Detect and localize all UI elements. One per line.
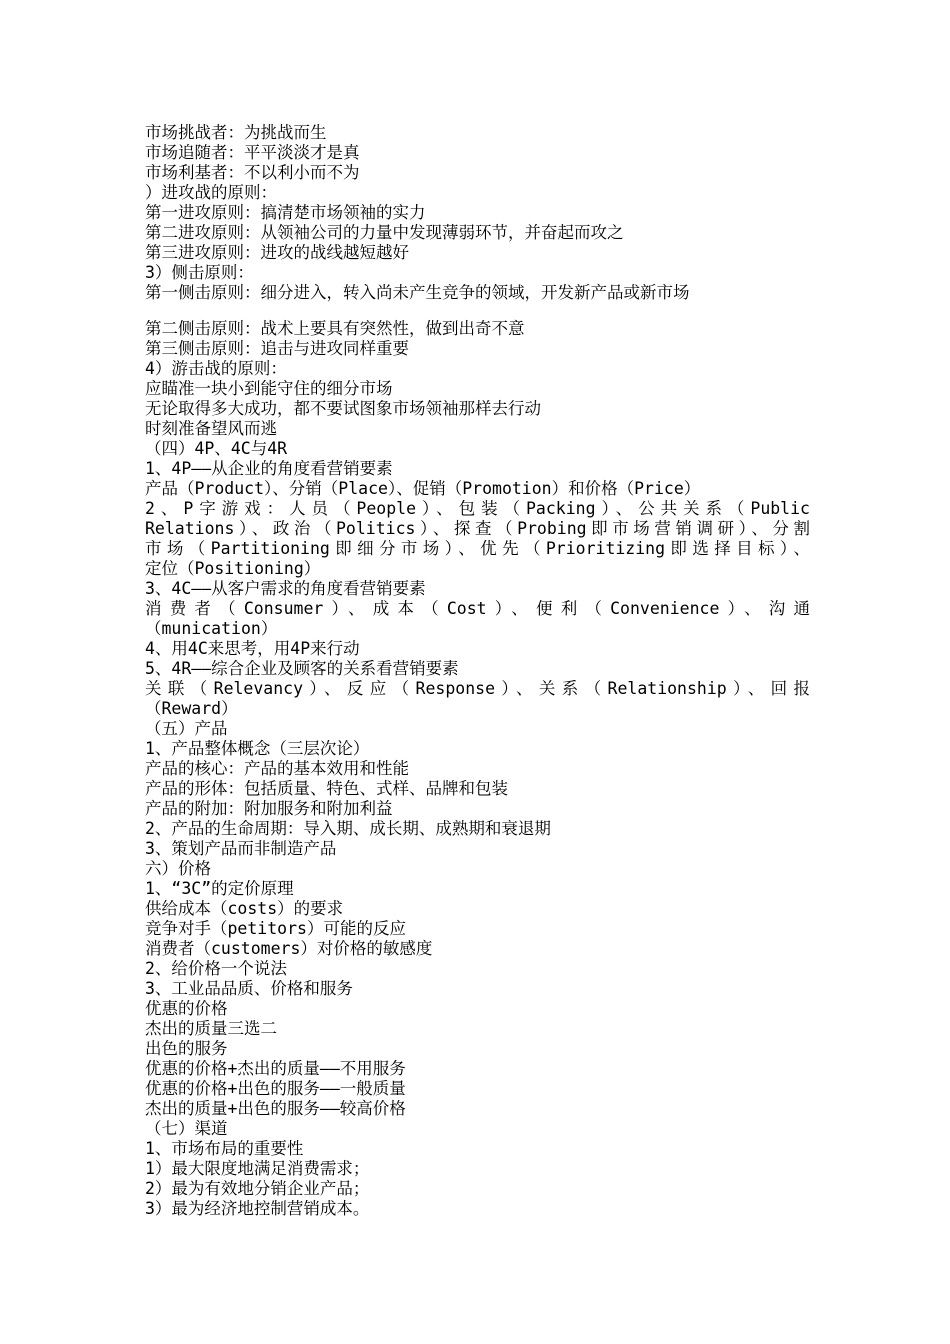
document-body — [145, 123, 810, 1219]
text-line: 2、给价格一个说法 — [145, 959, 287, 978]
text-line: 优惠的价格 — [145, 999, 228, 1018]
text-line: 3）侧击原则： — [145, 263, 254, 282]
text-line: 无论取得多大成功，都不要试图象市场领袖那样去行动 — [145, 399, 541, 418]
text-line: 第二进攻原则：从领袖公司的力量中发现薄弱环节，并奋起而攻之 — [145, 223, 624, 242]
text-line: 产品的核心：产品的基本效用和性能 — [145, 759, 409, 778]
section-heading: 六）价格 — [145, 859, 211, 878]
text-line: 竞争对手（petitors）可能的反应 — [145, 919, 406, 938]
text-line: 1）最大限度地满足消费需求； — [145, 1159, 370, 1178]
text-line: 优惠的价格+杰出的质量——不用服务 — [145, 1059, 406, 1078]
text-line: 2）最为有效地分销企业产品； — [145, 1179, 370, 1198]
text-line: 消费者（Consumer）、成本（Cost）、便利（Convenience）、沟通 — [145, 599, 810, 618]
text-line: 第一进攻原则：搞清楚市场领袖的实力 — [145, 203, 426, 222]
text-line: 供给成本（costs）的要求 — [145, 899, 344, 918]
text-line: 市场挑战者：为挑战而生 — [145, 123, 327, 142]
blank-line — [145, 303, 810, 319]
text-line: 消费者（customers）对价格的敏感度 — [145, 939, 433, 958]
text-line: 定位（Positioning） — [145, 559, 321, 578]
text-line: 1、产品整体概念（三层次论） — [145, 739, 370, 758]
text-line: Relations）、政治（Politics）、探查（Probing即市场营销调研）、分割 — [145, 519, 810, 538]
text-line: 2、产品的生命周期：导入期、成长期、成熟期和衰退期 — [145, 819, 551, 838]
text-line: 产品的形体：包括质量、特色、式样、品牌和包装 — [145, 779, 508, 798]
text-line: 时刻准备望风而逃 — [145, 419, 277, 438]
text-line: 4、用4C来思考，用4P来行动 — [145, 639, 360, 658]
text-line: 1、市场布局的重要性 — [145, 1139, 304, 1158]
text-line: 第一侧击原则：细分进入，转入尚未产生竞争的领域，开发新产品或新市场 — [145, 283, 690, 302]
text-line: 3）最为经济地控制营销成本。 — [145, 1199, 370, 1218]
section-heading: （四）4P、4C与4R — [145, 439, 288, 458]
text-line: 第三侧击原则：追击与进攻同样重要 — [145, 339, 409, 358]
text-line: 5、4R——综合企业及顾客的关系看营销要素 — [145, 659, 459, 678]
section-heading: （五）产品 — [145, 719, 228, 738]
text-line: 第三进攻原则：进攻的战线越短越好 — [145, 243, 409, 262]
text-line: 市场利基者：不以利小而不为 — [145, 163, 360, 182]
text-line: 应瞄准一块小到能守住的细分市场 — [145, 379, 393, 398]
text-line: 3、策划产品而非制造产品 — [145, 839, 337, 858]
text-line: 市场（Partitioning即细分市场）、优先（Prioritizing即选择目标）、 — [145, 539, 810, 558]
text-line: 杰出的质量+出色的服务——较高价格 — [145, 1099, 406, 1118]
text-line: 1、4P——从企业的角度看营销要素 — [145, 459, 393, 478]
text-line: 杰出的质量三选二 — [145, 1019, 277, 1038]
text-line: 市场追随者：平平淡淡才是真 — [145, 143, 360, 162]
text-line: 出色的服务 — [145, 1039, 228, 1058]
text-line: 4）游击战的原则： — [145, 359, 287, 378]
text-line: 优惠的价格+出色的服务——一般质量 — [145, 1079, 406, 1098]
text-line: 2、P字游戏：人员（People）、包装（Packing）、公共关系（Public — [145, 499, 810, 518]
text-line: （munication） — [145, 619, 278, 638]
text-line: 1、“3C”的定价原理 — [145, 879, 294, 898]
text-line: （Reward） — [145, 699, 238, 718]
text-line: 3、4C——从客户需求的角度看营销要素 — [145, 579, 426, 598]
section-heading: （七）渠道 — [145, 1119, 228, 1138]
text-line: 第二侧击原则：战术上要具有突然性，做到出奇不意 — [145, 319, 525, 338]
text-line: 3、工业品品质、价格和服务 — [145, 979, 353, 998]
text-line: 关联（Relevancy）、反应（Response）、关系（Relationship）、回报 — [145, 679, 810, 698]
text-line: 产品的附加：附加服务和附加利益 — [145, 799, 393, 818]
text-line: ）进攻战的原则： — [145, 183, 277, 202]
text-line: 产品（Product）、分销（Place）、促销（Promotion）和价格（Price） — [145, 479, 701, 498]
